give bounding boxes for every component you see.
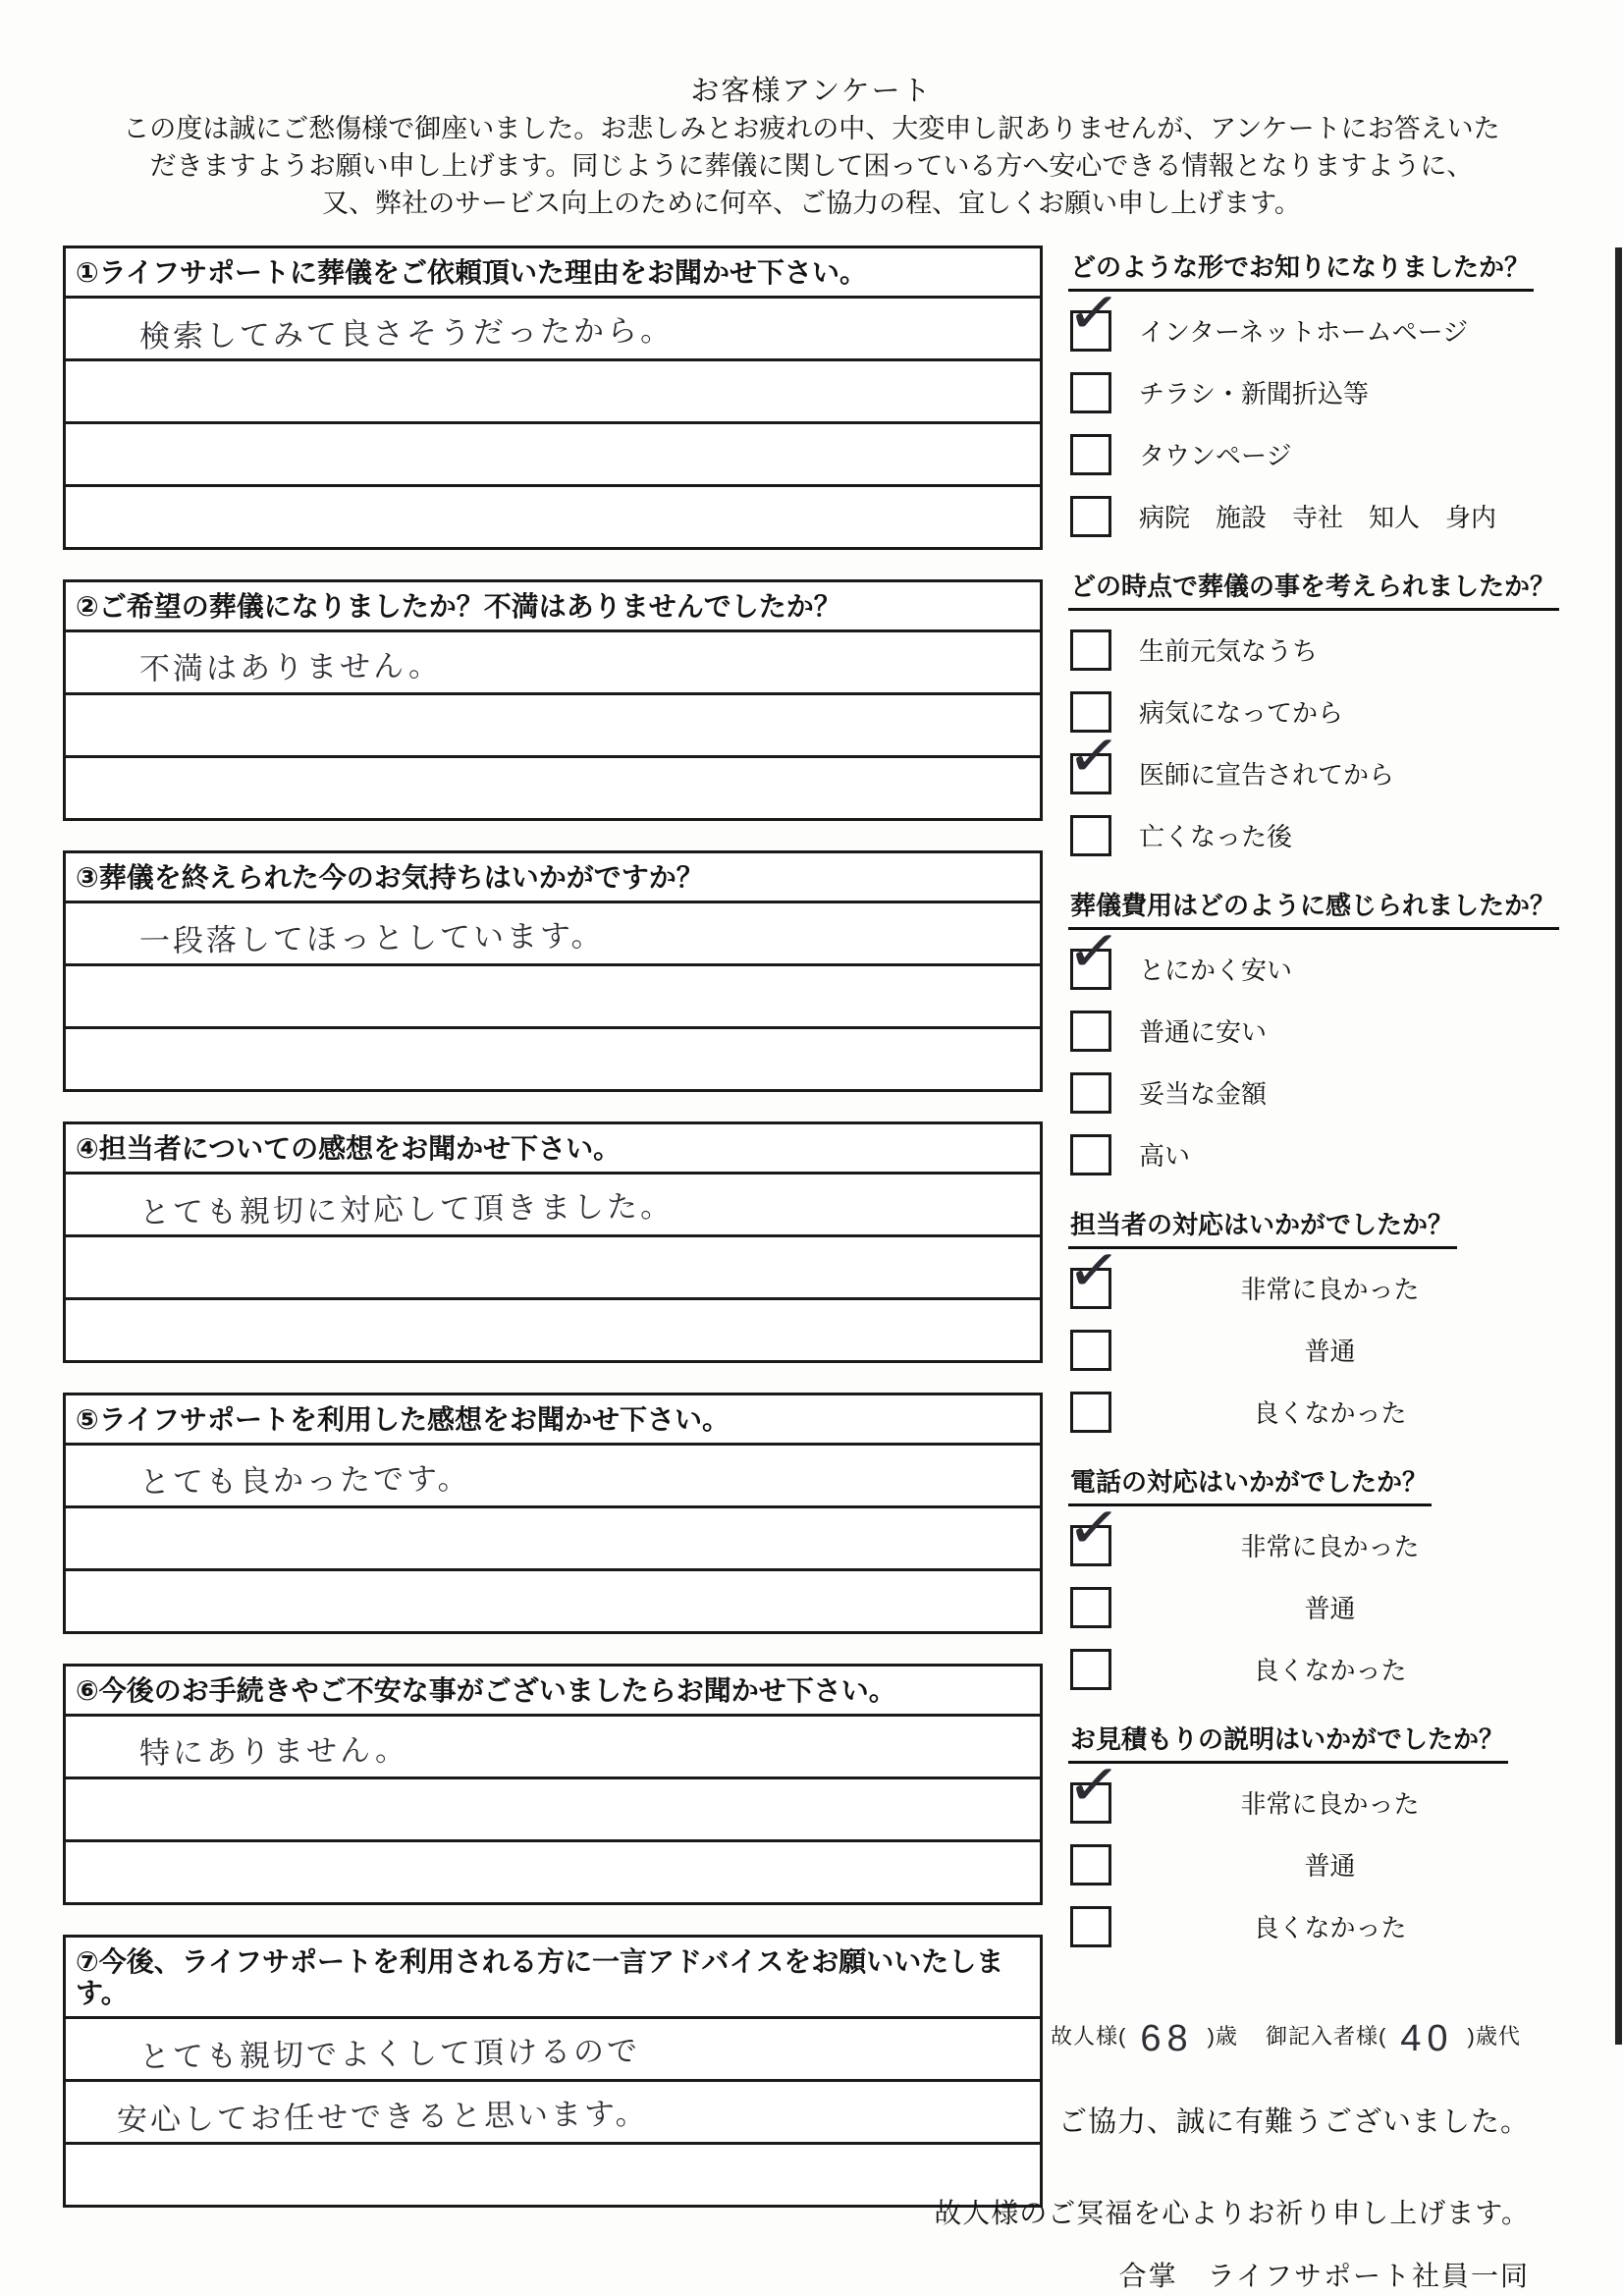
checkbox — [1070, 434, 1111, 475]
option-label: 病院 施設 寺社 知人 身内 — [1139, 503, 1497, 532]
choice-option — [1062, 1576, 1617, 1638]
answer-row — [66, 966, 1040, 1029]
handwritten-answer: とても親切でよくして頂けるので — [138, 2033, 641, 2075]
signoff-line: 合掌 ライフサポート社員一同 — [1118, 2261, 1530, 2291]
choice-option — [1062, 1123, 1617, 1185]
checkbox — [1070, 1906, 1111, 1947]
section-title: お見積もりの説明はいかがでしたか？ — [1068, 1720, 1508, 1764]
option-label: 良くなかった — [1253, 1398, 1407, 1428]
question-5-label: ⑤ライフサポートを利用した感想をお聞かせ下さい。 — [66, 1395, 1040, 1446]
option-label: タウンページ — [1139, 441, 1292, 470]
choice-option — [1062, 619, 1617, 681]
choice-option — [1062, 720, 1617, 804]
question-box-7 — [63, 1935, 1043, 2208]
section-estimate-explanation — [1062, 1720, 1617, 1957]
checkbox — [1064, 1749, 1124, 1824]
section-title: 電話の対応はいかがでしたか？ — [1068, 1462, 1432, 1506]
choice-option — [1062, 1319, 1617, 1381]
choice-option — [1062, 1062, 1617, 1123]
answer-row — [66, 1300, 1040, 1360]
checkbox — [1070, 1134, 1111, 1175]
checkbox — [1070, 1330, 1111, 1371]
checkbox — [1064, 1234, 1124, 1309]
choice-option — [1062, 485, 1617, 547]
answer-row — [66, 1842, 1040, 1902]
handwritten-answer: 一段落してほっとしています。 — [138, 918, 605, 958]
choice-option — [1062, 1749, 1617, 1833]
checkmark-icon: ✓ — [1064, 720, 1124, 791]
option-label: 亡くなった後 — [1139, 822, 1293, 851]
question-7-label: ⑦今後、ライフサポートを利用される方に一言アドバイスをお願いいたします。 — [66, 1938, 1040, 2019]
option-label: 非常に良かった — [1240, 1275, 1420, 1304]
checkbox — [1064, 720, 1124, 794]
intro-line-2: だきますようお願い申し上げます。同じように葬儀に関して困っている方へ安心できる情報となりますように、 — [149, 151, 1474, 181]
answer-row — [66, 1446, 1040, 1508]
thanks-line: ご協力、誠に有難うございました。 — [1057, 2106, 1530, 2138]
checkmark-icon: ✓ — [1064, 1749, 1124, 1820]
choice-option — [1062, 915, 1617, 1000]
question-4-label: ④担当者についての感想をお聞かせ下さい。 — [66, 1124, 1040, 1175]
section-staff-response — [1062, 1205, 1617, 1443]
option-label: チラシ・新聞折込等 — [1139, 379, 1370, 409]
answer-row — [66, 632, 1040, 695]
question-2-label: ②ご希望の葬儀になりましたか？不満はありませんでしたか？ — [66, 582, 1040, 632]
section-title: どの時点で葬儀の事を考えられましたか？ — [1068, 567, 1559, 611]
handwritten-writer-age: 40 — [1400, 2018, 1454, 2059]
question-3-label: ③葬儀を終えられた今のお気持ちはいかがですか？ — [66, 853, 1040, 903]
section-cost-impression — [1062, 886, 1617, 1185]
choice-option — [1062, 1381, 1617, 1443]
checkbox — [1070, 1649, 1111, 1690]
questions-column — [63, 246, 1043, 2237]
choice-option — [1062, 1234, 1617, 1319]
choice-option — [1062, 423, 1617, 485]
option-label: 高い — [1139, 1141, 1191, 1171]
checkbox — [1064, 1492, 1124, 1566]
choice-option — [1062, 1000, 1617, 1062]
ages-line — [1051, 2018, 1521, 2060]
option-label: とにかく安い — [1139, 956, 1293, 985]
option-label: 普通に安い — [1139, 1017, 1268, 1047]
question-box-2 — [63, 579, 1043, 821]
question-box-3 — [63, 850, 1043, 1092]
writer-age-suffix: )歳代 — [1467, 2024, 1521, 2049]
choice-option — [1062, 1895, 1617, 1957]
answer-row — [66, 1508, 1040, 1571]
scan-artifact-line — [1615, 247, 1622, 2045]
checkbox — [1070, 629, 1111, 671]
handwritten-answer: 不満はありません。 — [138, 648, 443, 686]
checkbox — [1070, 1072, 1111, 1114]
answer-row — [66, 695, 1040, 758]
checkbox — [1064, 915, 1124, 990]
answer-row — [66, 1029, 1040, 1089]
choices-column — [1062, 247, 1617, 1977]
intro-line-1: この度は誠にご愁傷様で御座いました。お悲しみとお疲れの中、大変申し訳ありませんが、アンケートにお答えいた — [123, 114, 1500, 143]
handwritten-answer: 特にありません。 — [138, 1732, 409, 1771]
handwritten-answer: とても良かったです。 — [138, 1460, 471, 1501]
answer-row — [66, 2082, 1040, 2145]
answer-row — [66, 424, 1040, 487]
choice-option — [1062, 361, 1617, 423]
section-title: 葬儀費用はどのように感じられましたか？ — [1068, 886, 1559, 930]
section-title: 担当者の対応はいかがでしたか？ — [1068, 1205, 1457, 1249]
option-label: インターネットホームページ — [1139, 317, 1469, 347]
option-label: 良くなかった — [1253, 1656, 1407, 1685]
checkbox — [1070, 1011, 1111, 1052]
answer-row — [66, 361, 1040, 424]
choice-option — [1062, 1833, 1617, 1895]
answer-row — [66, 299, 1040, 361]
choice-option — [1062, 804, 1617, 866]
deceased-age-label: 故人様( — [1051, 2024, 1127, 2049]
page-title: お客様アンケート — [690, 76, 933, 107]
answer-row — [66, 758, 1040, 818]
intro-line-3: 又、弊社のサービス向上のために何卒、ご協力の程、宜しくお願い申し上げます。 — [322, 189, 1301, 218]
section-title: どのような形でお知りになりましたか？ — [1068, 247, 1534, 292]
choice-option — [1062, 277, 1617, 361]
question-box-6 — [63, 1664, 1043, 1905]
answer-row — [66, 1237, 1040, 1300]
checkbox — [1070, 815, 1111, 856]
answer-row — [66, 1175, 1040, 1237]
section-when-considered — [1062, 567, 1617, 866]
option-label: 普通 — [1304, 1337, 1356, 1366]
answer-row — [66, 487, 1040, 547]
answer-row — [66, 2145, 1040, 2205]
handwritten-answer: とても親切に対応して頂きました。 — [138, 1188, 675, 1230]
option-label: 病気になってから — [1139, 698, 1344, 728]
section-how-did-you-learn — [1062, 247, 1617, 547]
checkmark-icon: ✓ — [1064, 1492, 1124, 1562]
prayer-line: 故人様のご冥福を心よりお祈り申し上げます。 — [934, 2198, 1530, 2228]
option-label: 普通 — [1304, 1594, 1356, 1623]
checkmark-icon: ✓ — [1064, 1234, 1124, 1305]
answer-row — [66, 903, 1040, 966]
writer-age-label: 御記入者様( — [1265, 2024, 1387, 2049]
checkbox — [1070, 1587, 1111, 1628]
answer-row — [66, 1717, 1040, 1779]
checkbox — [1070, 496, 1111, 537]
section-phone-response — [1062, 1462, 1617, 1700]
handwritten-answer: 検索してみて良さそうだったから。 — [138, 312, 675, 355]
question-box-1 — [63, 246, 1043, 550]
checkmark-icon: ✓ — [1064, 915, 1124, 986]
option-label: 生前元気なうち — [1139, 636, 1319, 666]
answer-row — [66, 1779, 1040, 1842]
checkbox — [1070, 1392, 1111, 1433]
option-label: 良くなかった — [1253, 1913, 1407, 1942]
checkbox — [1064, 277, 1124, 352]
checkbox — [1070, 1844, 1111, 1886]
deceased-age-suffix: )歳 — [1207, 2024, 1238, 2049]
choice-option — [1062, 681, 1617, 742]
option-label: 普通 — [1304, 1851, 1356, 1881]
checkbox — [1070, 691, 1111, 733]
question-box-4 — [63, 1121, 1043, 1363]
choice-option — [1062, 1492, 1617, 1576]
checkmark-icon: ✓ — [1064, 277, 1124, 348]
option-label: 医師に宣告されてから — [1139, 760, 1395, 790]
option-label: 妥当な金額 — [1139, 1079, 1268, 1109]
option-label: 非常に良かった — [1240, 1532, 1420, 1561]
option-label: 非常に良かった — [1240, 1789, 1420, 1819]
question-box-5 — [63, 1393, 1043, 1634]
intro-text — [39, 110, 1584, 222]
choice-option — [1062, 1638, 1617, 1700]
question-6-label: ⑥今後のお手続きやご不安な事がございましたらお聞かせ下さい。 — [66, 1667, 1040, 1717]
checkbox — [1070, 372, 1111, 413]
handwritten-deceased-age: 68 — [1140, 2018, 1194, 2059]
question-1-label: ①ライフサポートに葬儀をご依頼頂いた理由をお聞かせ下さい。 — [66, 248, 1040, 299]
answer-row — [66, 1571, 1040, 1631]
answer-row — [66, 2019, 1040, 2082]
handwritten-answer: 安心してお任せできると思います。 — [116, 2096, 649, 2138]
